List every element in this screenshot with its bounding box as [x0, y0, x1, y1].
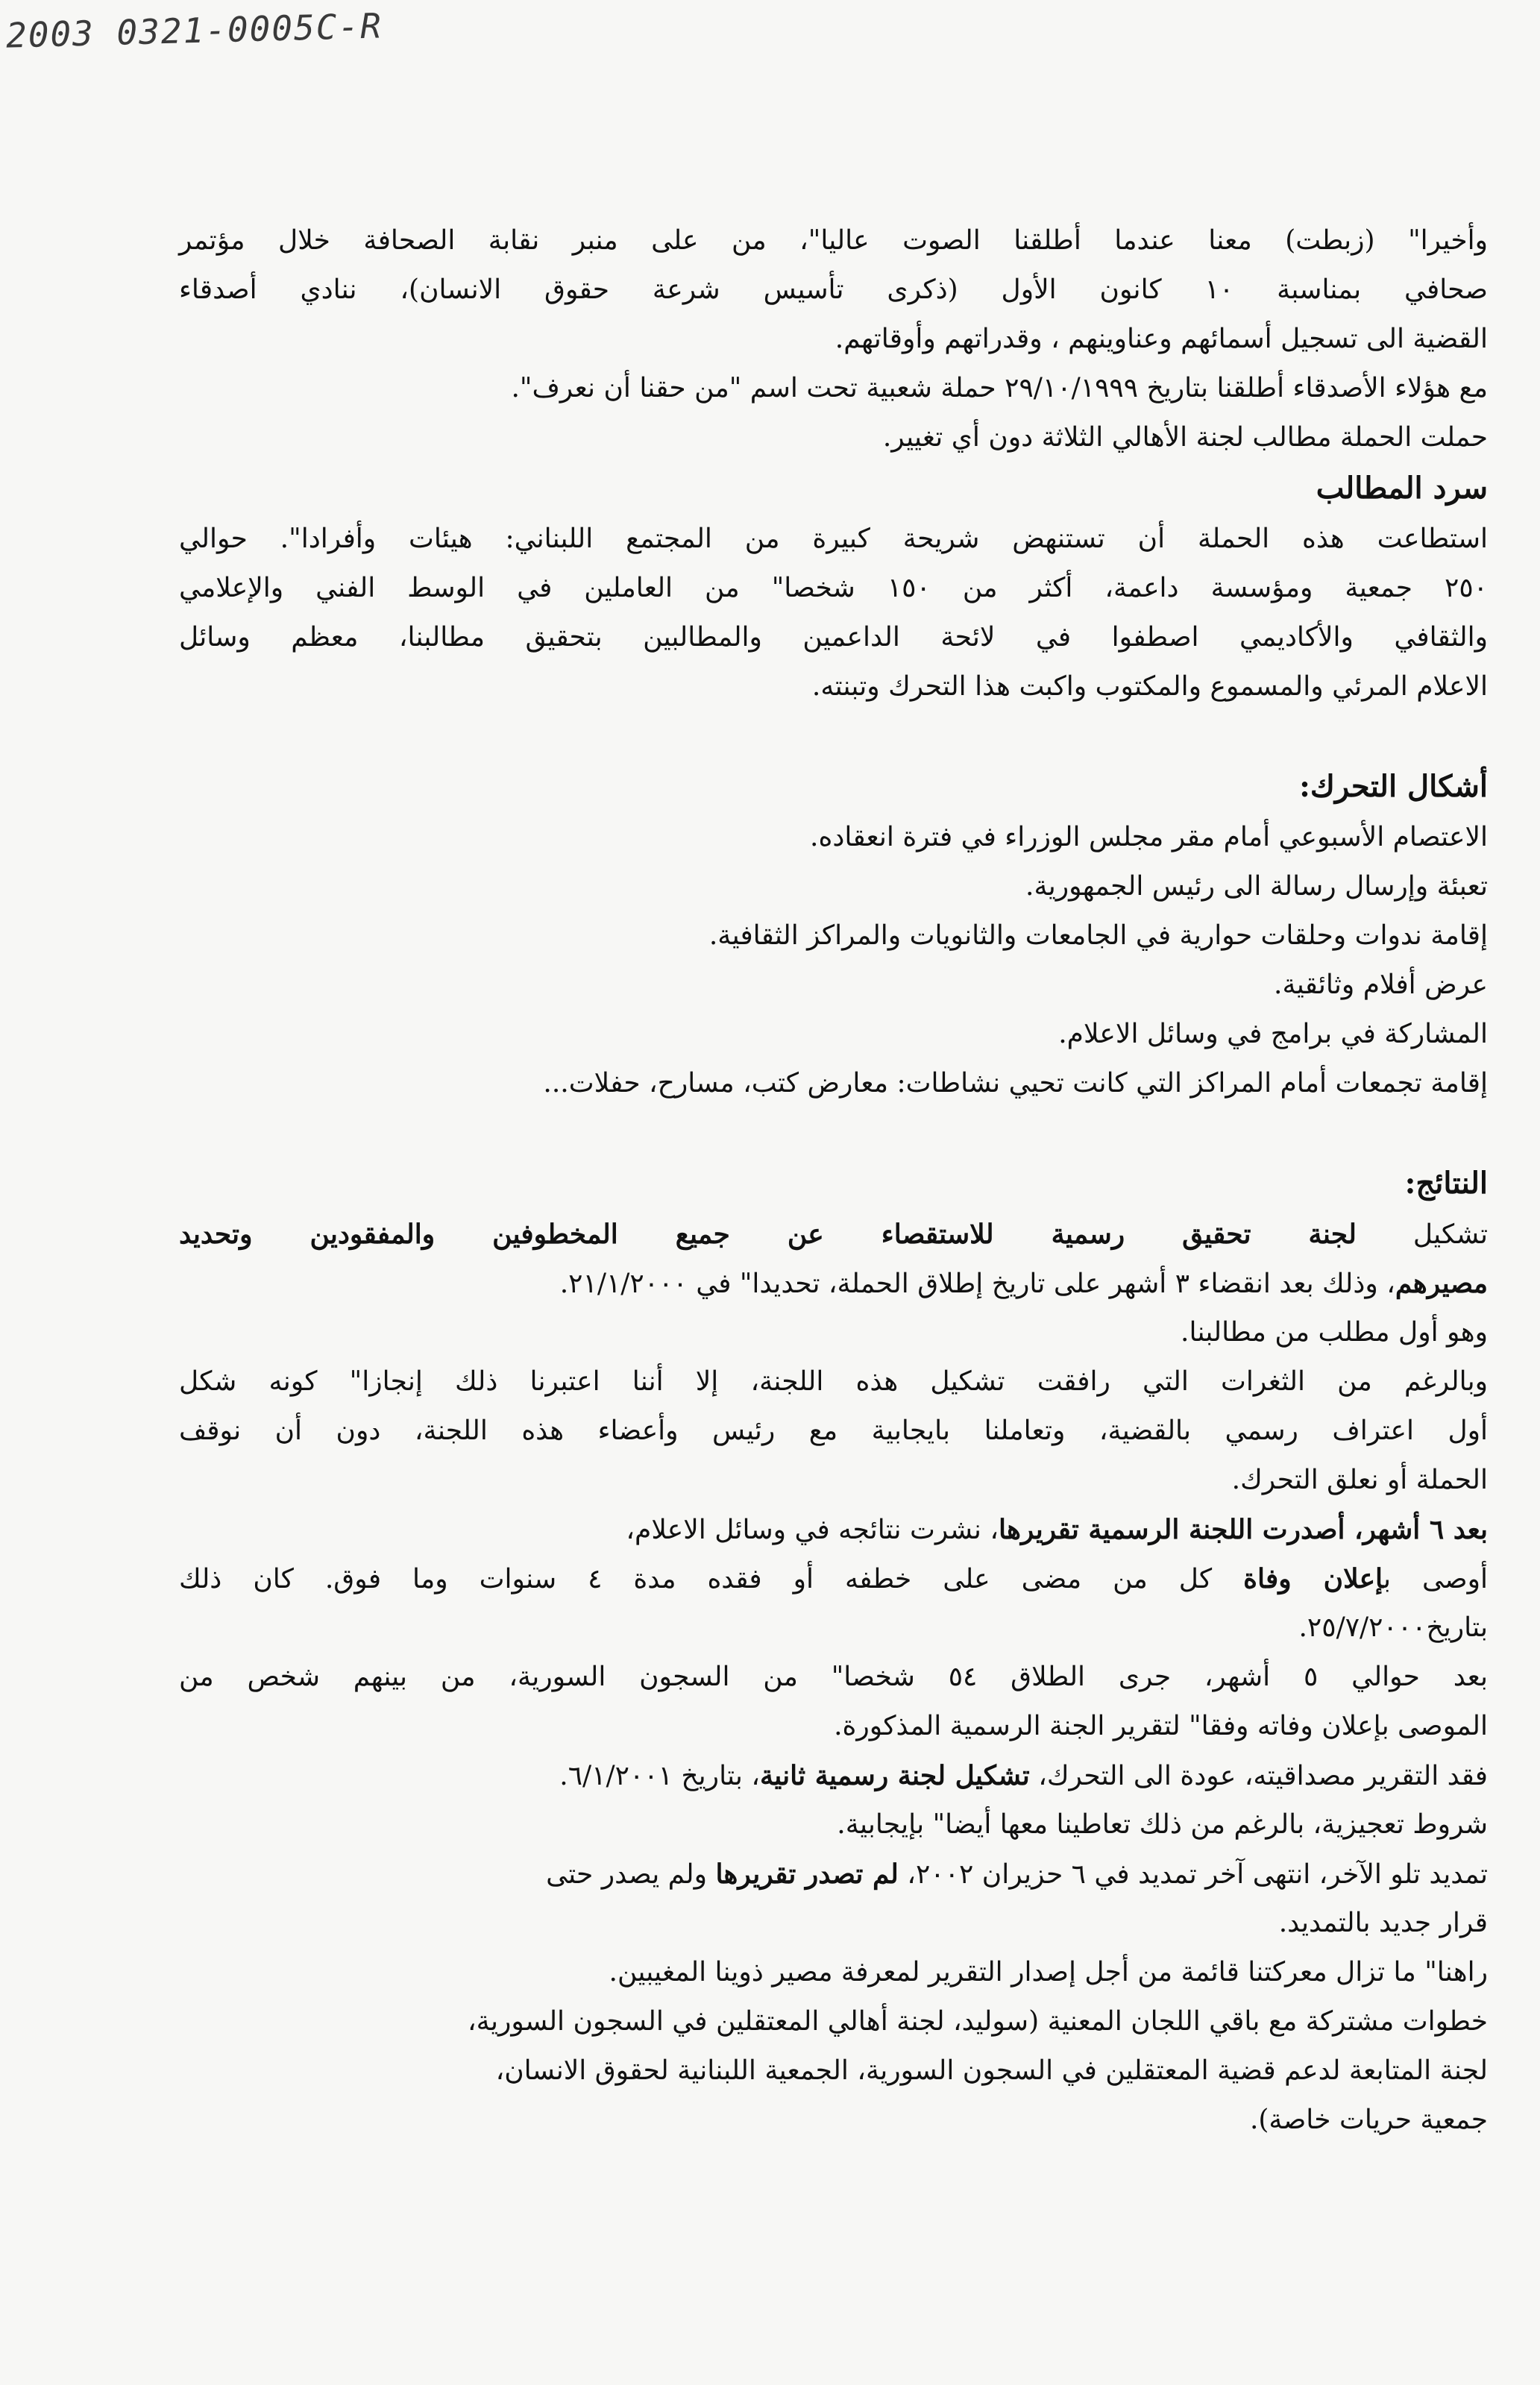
- results-bold-text: لم تصدر تقريرها: [715, 1858, 899, 1890]
- results-line: أول اعتراف رسمي بالقضية، وتعاملنا بايجابية مع رئيس وأعضاء هذه اللجنة، دون أن نوقف: [179, 1415, 1489, 1446]
- results-line: وبالرغم من الثغرات التي رافقت تشكيل هذه اللجنة، إلا أننا اعتبرنا ذلك إنجازا" كونه شكل: [179, 1366, 1488, 1397]
- results-line: وهو أول مطلب من مطالبنا.: [1181, 1317, 1488, 1348]
- intro-line: القضية الى تسجيل أسمائهم وعناوينهم ، وقدراتهم وأوقاتهم.: [835, 324, 1488, 354]
- results-line: الحملة أو نعلق التحرك.: [1231, 1465, 1488, 1495]
- spacer: [179, 711, 1488, 761]
- results-bold-text: لجنة تحقيق رسمية للاستقصاء عن جميع المخطوفين والمفقودين وتحديد: [179, 1219, 1357, 1250]
- results-line: [179, 1505, 1488, 1554]
- results-line: جمعية حريات خاصة).: [1249, 2105, 1488, 2135]
- demands-line: استطاعت هذه الحملة أن تستنهض شريحة كبيرة من المجتمع اللبناني: هيئات وأفرادا". حوالي: [179, 524, 1488, 554]
- results-text: تمديد تلو الآخر، انتهى آخر تمديد في ٦ حزيران ٢٠٠٢،: [898, 1859, 1488, 1890]
- results-text: ، نشرت نتائجه في وسائل الاعلام،: [626, 1515, 999, 1545]
- results-text: ، بتاريخ ٦/١/٢٠٠١.: [559, 1761, 760, 1791]
- results-line: شروط تعجيزية، بالرغم من ذلك تعاطينا معها أيضا" بإيجابية.: [837, 1809, 1488, 1840]
- forms-heading: أشكال التحرك:: [1299, 769, 1488, 804]
- results-text: فقد التقرير مصداقيته، عودة الى التحرك،: [1029, 1761, 1488, 1791]
- results-line: [179, 1554, 1488, 1603]
- results-bold-text: تشكيل لجنة رسمية ثانية: [759, 1760, 1030, 1791]
- results-line: الموصى بإعلان وفاته وفقا" لتقرير الجنة الرسمية المذكورة.: [834, 1711, 1488, 1741]
- results-line: [179, 1850, 1488, 1899]
- results-line: خطوات مشتركة مع باقي اللجان المعنية (سوليد، لجنة أهالي المعتقلين في السجون السورية،: [468, 2006, 1488, 2037]
- results-bold-text: إعلان وفاة: [1243, 1563, 1384, 1594]
- forms-item: إقامة تجمعات أمام المراكز التي كانت تحيي نشاطات: معارض كتب، مسارح، حفلات...: [543, 1068, 1488, 1099]
- intro-line: مع هؤلاء الأصدقاء أطلقنا بتاريخ ٢٩/١٠/١٩٩٩ حملة شعبية تحت اسم "من حقنا أن نعرف".: [511, 373, 1488, 403]
- forms-item: تعبئة وإرسال رسالة الى رئيس الجمهورية.: [1025, 871, 1488, 902]
- results-text: أوصى ب: [1383, 1564, 1488, 1594]
- forms-item: الاعتصام الأسبوعي أمام مقر مجلس الوزراء في فترة انعقاده.: [810, 822, 1488, 852]
- demands-line: ٢٥٠ جمعية ومؤسسة داعمة، أكثر من ١٥٠ شخصا" من العاملين في الوسط الفني والإعلامي: [179, 573, 1488, 603]
- intro-line: حملت الحملة مطالب لجنة الأهالي الثلاثة دون أي تغيير.: [882, 422, 1488, 453]
- results-line: بتاريخ٢٥/٧/٢٠٠٠.: [1298, 1612, 1488, 1643]
- demands-line: الاعلام المرئي والمسموع والمكتوب واكبت هذا التحرك وتبنته.: [811, 671, 1488, 702]
- demands-line: والثقافي والأكاديمي اصطفوا في لائحة الداعمين والمطالبين بتحقيق مطالبنا، معظم وسائل: [179, 622, 1488, 653]
- results-text: كل من مضى على خطفه أو فقده مدة ٤ سنوات وما فوق. كان ذلك: [179, 1564, 1244, 1594]
- results-line: [179, 1751, 1488, 1800]
- results-line: لجنة المتابعة لدعم قضية المعتقلين في السجون السورية، الجمعية اللبنانية لحقوق الانسان،: [495, 2055, 1488, 2086]
- results-line: [179, 1259, 1488, 1308]
- results-text: ، وذلك بعد انقضاء ٣ أشهر على تاريخ إطلاق الحملة، تحديدا" في ٢١/١/٢٠٠٠.: [559, 1269, 1395, 1299]
- results-line: [179, 1210, 1488, 1259]
- results-bold-text: مصيرهم: [1395, 1268, 1488, 1299]
- results-text: ولم يصدر حتى: [546, 1859, 716, 1890]
- forms-item: إقامة ندوات وحلقات حوارية في الجامعات والثانويات والمراكز الثقافية.: [708, 920, 1488, 951]
- results-text: تشكيل: [1356, 1219, 1488, 1250]
- results-line: بعد حوالي ٥ أشهر، جرى الطلاق ٥٤ شخصا" من السجون السورية، من بينهم شخص من: [179, 1662, 1488, 1692]
- results-bold-text: بعد ٦ أشهر، أصدرت اللجنة الرسمية تقريرها: [998, 1514, 1488, 1545]
- document-body: [179, 216, 1488, 2145]
- forms-item: عرض أفلام وثائقية.: [1274, 970, 1488, 1000]
- results-line: قرار جديد بالتمديد.: [1278, 1908, 1488, 1938]
- results-heading: النتائج:: [1404, 1166, 1488, 1201]
- intro-line: صحافي بمناسبة ١٠ كانون الأول (ذكرى تأسيس شرعة حقوق الانسان)، ننادي أصدقاء: [179, 274, 1488, 305]
- spacer: [179, 1108, 1488, 1157]
- forms-item: المشاركة في برامج في وسائل الاعلام.: [1058, 1019, 1488, 1049]
- intro-line: وأخيرا" (زبطت) معنا عندما أطلقنا الصوت عاليا"، من على منبر نقابة الصحافة خلال مؤتمر: [179, 225, 1488, 256]
- document-id-stamp: 2003 0321-0005C-R: [5, 5, 383, 56]
- demands-heading: سرد المطالب: [1316, 471, 1488, 506]
- results-line: راهنا" ما تزال معركتنا قائمة من أجل إصدار التقرير لمعرفة مصير ذوينا المغيبين.: [609, 1957, 1488, 1988]
